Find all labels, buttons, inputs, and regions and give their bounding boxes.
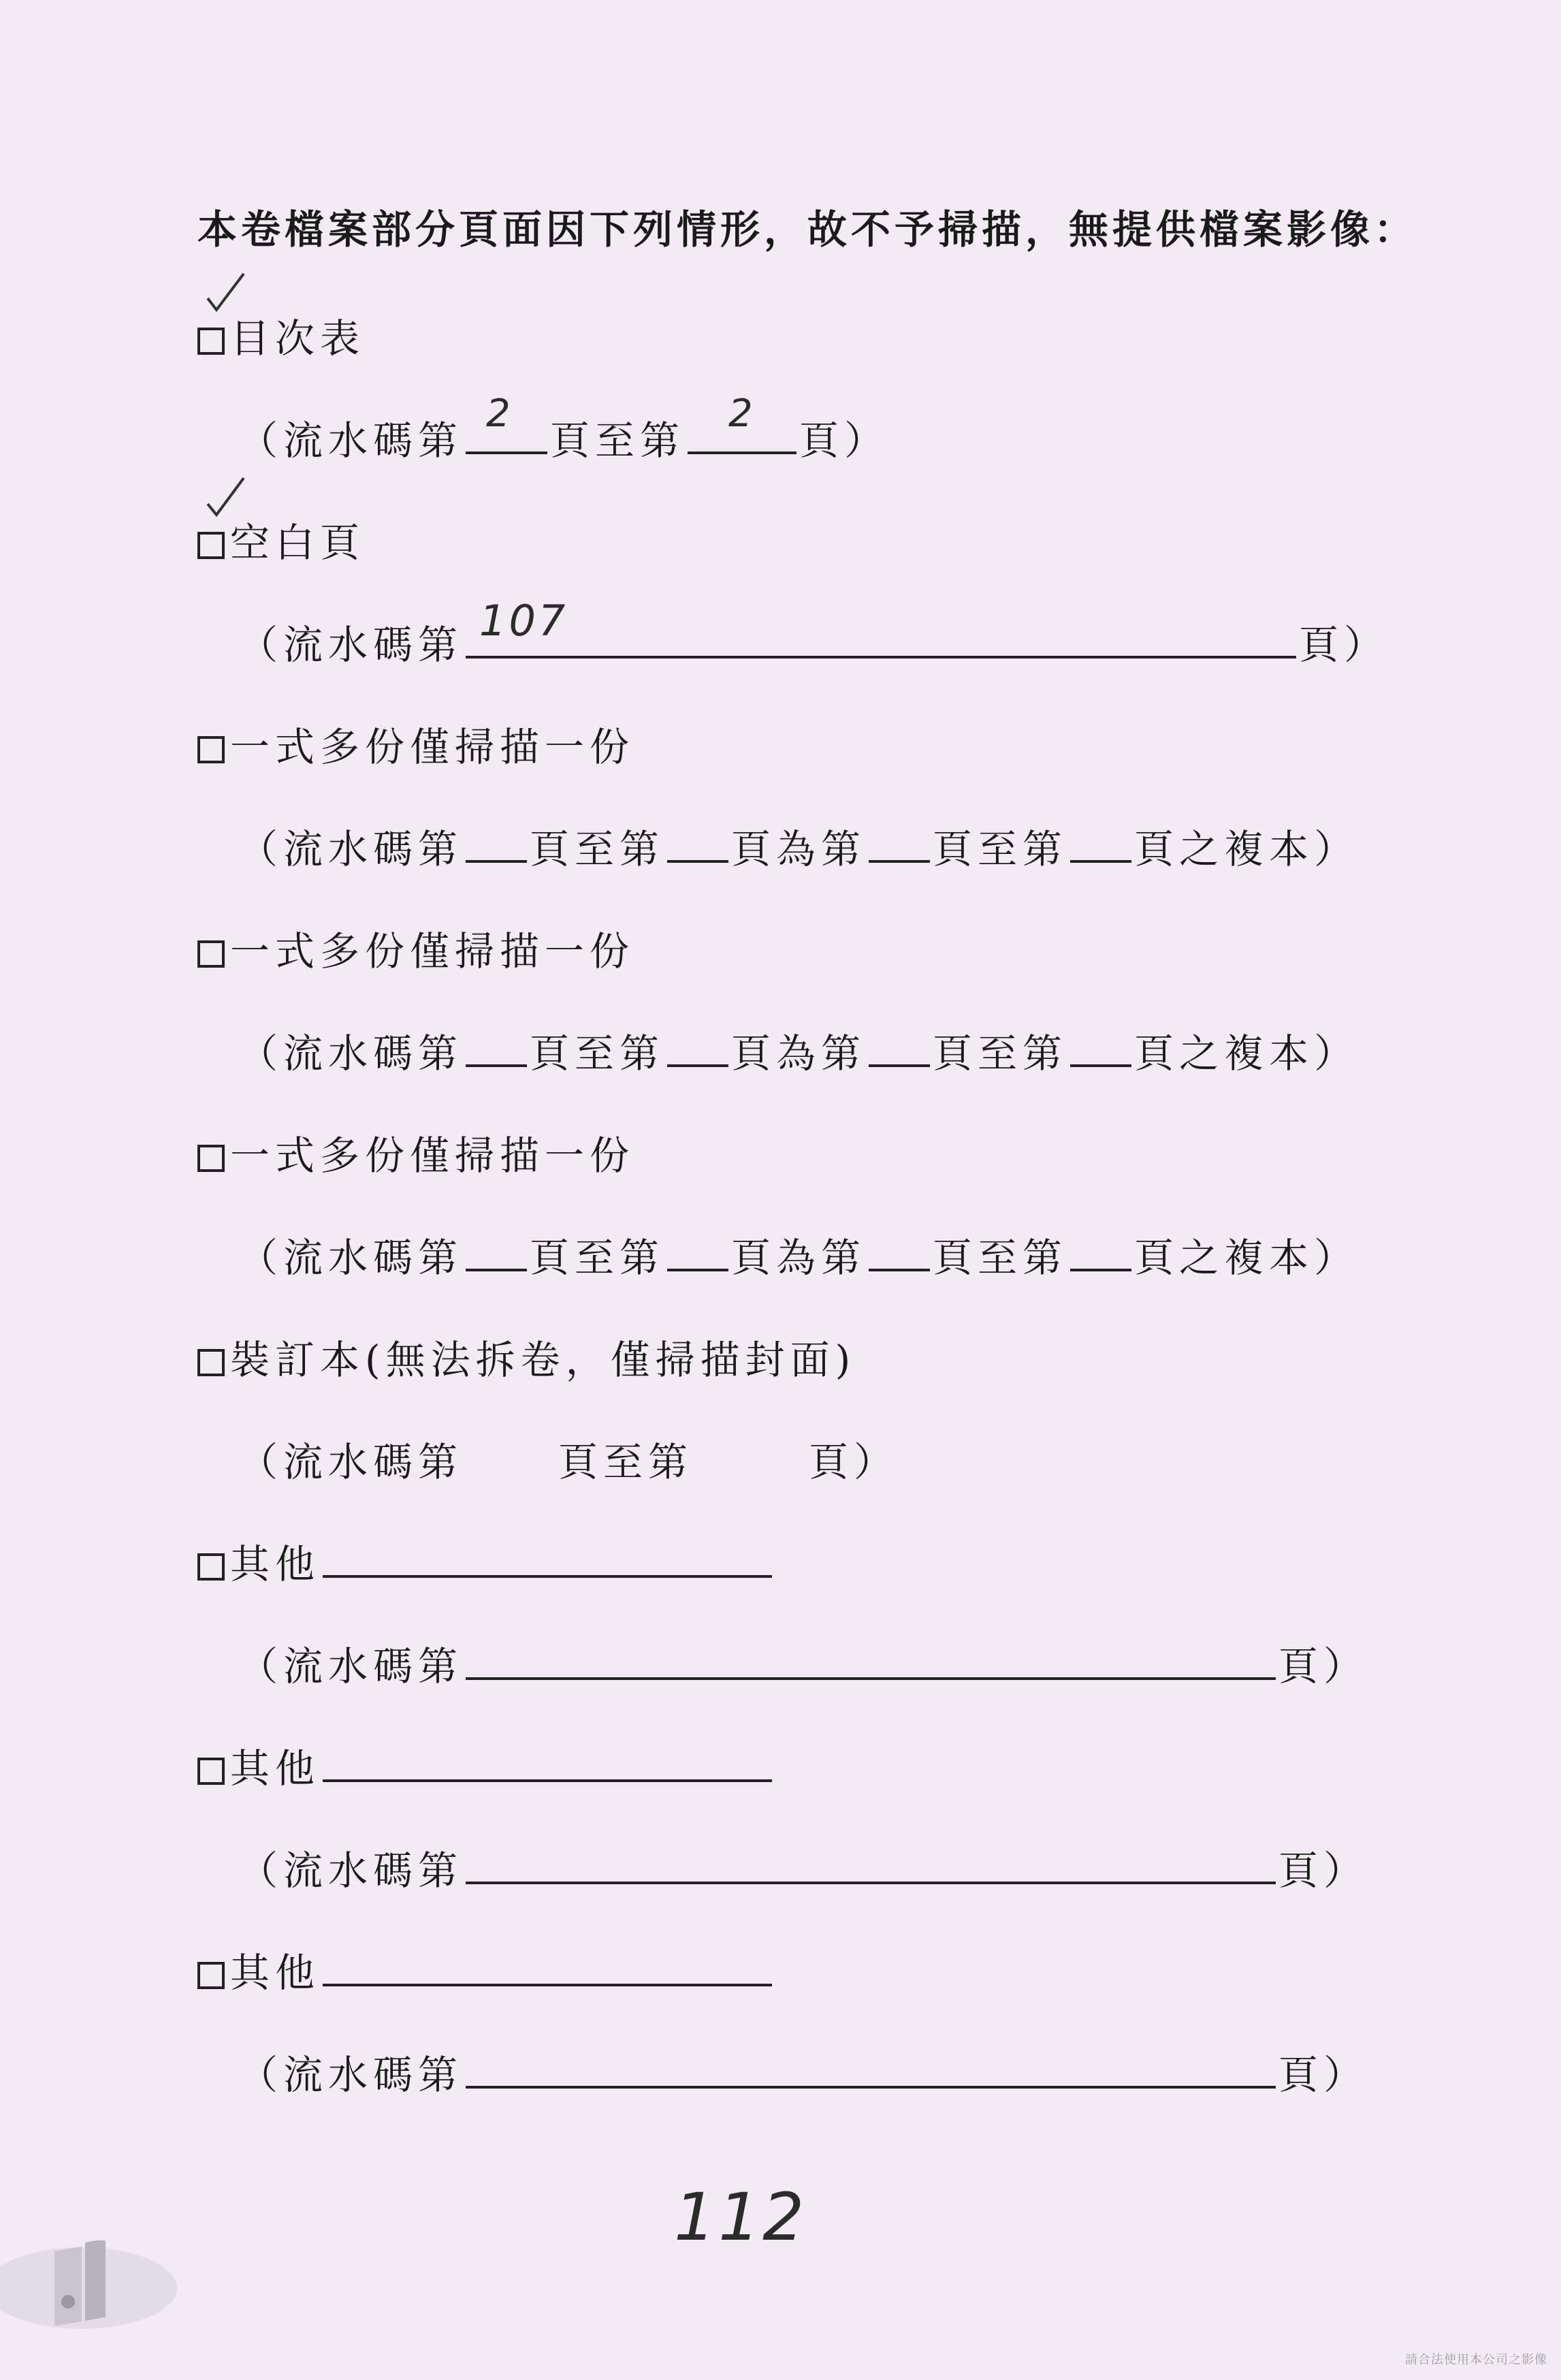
detail-p3: 頁至第: [933, 826, 1068, 872]
detail-prefix: （流水碼第: [238, 1643, 464, 1689]
checkbox-other-1[interactable]: [197, 1553, 225, 1581]
checkbox-other-2[interactable]: [197, 1758, 225, 1785]
detail-p2: 頁為第: [731, 1030, 867, 1077]
detail-prefix: （流水碼第: [238, 622, 464, 668]
detail-p3: 頁至第: [933, 1030, 1068, 1077]
other-3-field[interactable]: [323, 1951, 772, 1986]
field-a[interactable]: [466, 1032, 527, 1067]
from-field[interactable]: [466, 392, 547, 454]
checkbox-blank-page[interactable]: [197, 532, 225, 559]
check-mark-icon: [204, 272, 245, 313]
serial-field[interactable]: [466, 1849, 1276, 1884]
form-heading: 本卷檔案部分頁面因下列情形，故不予掃描，無提供檔案影像：: [197, 206, 1418, 253]
detail-p3: 頁至第: [933, 1235, 1068, 1281]
detail-mid: 頁至第: [558, 1439, 694, 1485]
handwritten-to: 2: [728, 392, 756, 436]
detail-p2: 頁為第: [731, 1235, 867, 1281]
serial-field[interactable]: [466, 596, 1296, 659]
item-other-3-detail: [238, 2043, 1368, 2100]
detail-p1: 頁至第: [530, 1235, 665, 1281]
checkbox-other-3[interactable]: [197, 1962, 225, 1989]
serial-field[interactable]: [466, 2053, 1276, 2089]
detail-suffix: 頁）: [1278, 1847, 1369, 1894]
other-2-field[interactable]: [323, 1747, 772, 1782]
checkbox-bound-volume[interactable]: [197, 1349, 225, 1376]
field-b[interactable]: [667, 1236, 728, 1271]
field-c[interactable]: [869, 1032, 930, 1067]
item-other-2-detail: [238, 1839, 1368, 1896]
detail-prefix: （流水碼第: [238, 1847, 464, 1894]
detail-suffix: 頁之複本）: [1134, 1235, 1359, 1281]
item-blank-page-label: 空白頁: [230, 520, 366, 566]
item-other-2-label: 其他: [230, 1745, 321, 1792]
field-d[interactable]: [1070, 1236, 1131, 1271]
item-toc: [197, 306, 365, 364]
detail-prefix: （流水碼第: [238, 826, 464, 872]
item-copies-3-detail: [238, 1226, 1359, 1283]
detail-prefix: （流水碼第: [238, 417, 464, 464]
item-copies-2-label: 一式多份僅掃描一份: [230, 928, 635, 974]
handwritten-serial: 107: [479, 596, 568, 646]
detail-suffix: 頁之複本）: [1134, 826, 1359, 872]
item-other-3: [197, 1941, 775, 1998]
detail-p2: 頁為第: [731, 826, 867, 872]
detail-suffix: 頁）: [809, 1439, 899, 1485]
item-bound-volume: [197, 1328, 856, 1385]
detail-mid: 頁至第: [550, 417, 686, 464]
field-a[interactable]: [466, 827, 527, 863]
item-blank-page-detail: [238, 596, 1389, 670]
detail-prefix: （流水碼第: [238, 1235, 464, 1281]
item-other-1-label: 其他: [230, 1541, 321, 1587]
archive-logo-icon: [0, 2240, 177, 2363]
item-toc-label: 目次表: [230, 315, 366, 362]
item-blank-page: [197, 511, 365, 568]
item-other-1-detail: [238, 1634, 1368, 1692]
field-c[interactable]: [869, 827, 930, 863]
detail-suffix: 頁）: [1278, 1643, 1369, 1689]
item-copies-3: [197, 1124, 634, 1181]
field-c[interactable]: [869, 1236, 930, 1271]
check-mark-icon: [204, 477, 245, 518]
checkbox-copies-3[interactable]: [197, 1145, 225, 1172]
detail-suffix: 頁）: [1299, 622, 1389, 668]
to-field[interactable]: [688, 392, 796, 454]
footer-note: 請合法使用本公司之影像: [1405, 2353, 1547, 2367]
checkbox-copies-1[interactable]: [197, 736, 225, 763]
checkbox-toc[interactable]: [197, 328, 225, 355]
detail-prefix: （流水碼第: [238, 1030, 464, 1077]
item-copies-2-detail: [238, 1021, 1359, 1079]
detail-prefix: （流水碼第: [238, 2052, 464, 2098]
field-b[interactable]: [667, 827, 728, 863]
checkbox-copies-2[interactable]: [197, 940, 225, 968]
field-b[interactable]: [667, 1032, 728, 1067]
item-other-3-label: 其他: [230, 1950, 321, 1996]
detail-p1: 頁至第: [530, 1030, 665, 1077]
serial-field[interactable]: [466, 1645, 1276, 1680]
detail-suffix: 頁）: [799, 417, 890, 464]
detail-suffix: 頁之複本）: [1134, 1030, 1359, 1077]
other-1-field[interactable]: [323, 1542, 772, 1578]
item-copies-1-detail: [238, 817, 1359, 874]
handwritten-from: 2: [486, 392, 513, 436]
detail-prefix: （流水碼第: [238, 1439, 464, 1485]
field-d[interactable]: [1070, 1032, 1131, 1067]
item-other-2: [197, 1736, 775, 1794]
item-toc-detail: [238, 392, 890, 466]
handwritten-page-number: 112: [674, 2179, 807, 2255]
item-copies-2: [197, 919, 634, 977]
detail-p1: 頁至第: [530, 826, 665, 872]
field-d[interactable]: [1070, 827, 1131, 863]
item-bound-volume-detail: [238, 1430, 899, 1487]
item-bound-volume-label: 裝訂本(無法拆卷，僅掃描封面): [230, 1337, 856, 1383]
detail-suffix: 頁）: [1278, 2052, 1369, 2098]
item-copies-3-label: 一式多份僅掃描一份: [230, 1132, 635, 1179]
field-a[interactable]: [466, 1236, 527, 1271]
item-copies-1: [197, 715, 634, 772]
item-other-1: [197, 1532, 775, 1589]
item-copies-1-label: 一式多份僅掃描一份: [230, 724, 635, 770]
